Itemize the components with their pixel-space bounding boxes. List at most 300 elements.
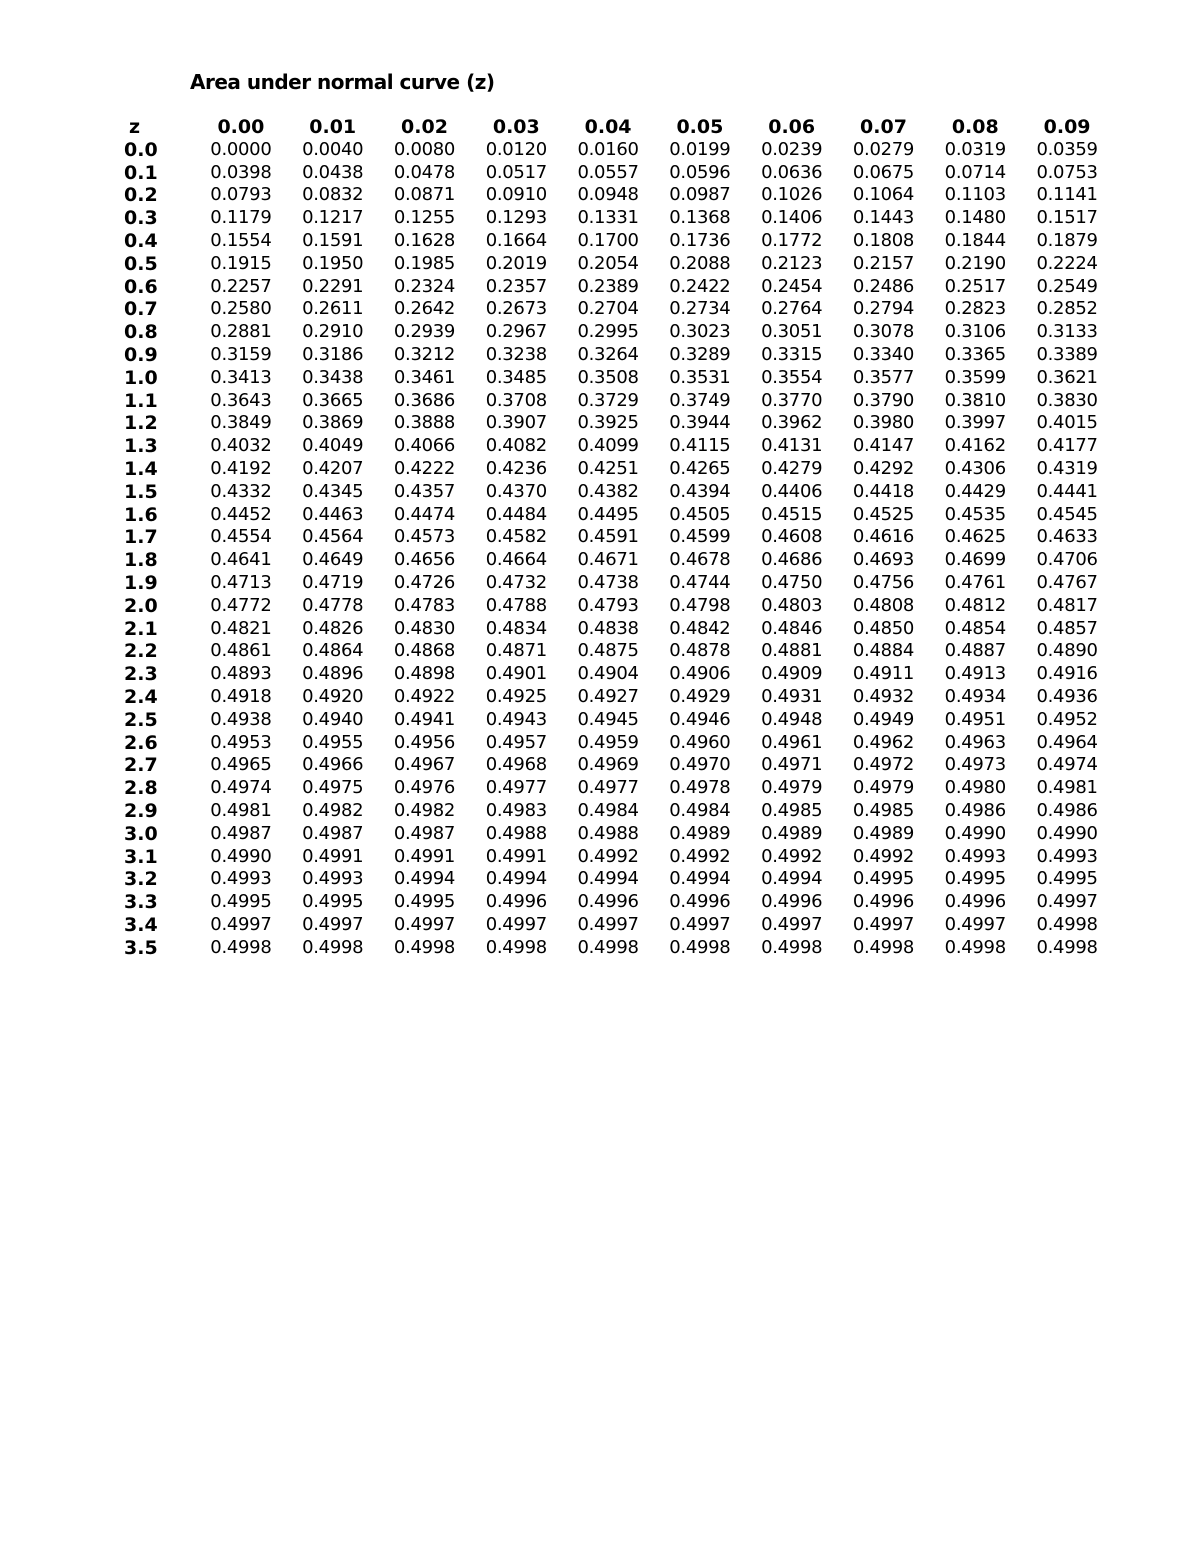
area-value-cell: 0.4911 (852, 663, 915, 685)
area-value-cell: 0.3264 (577, 343, 639, 365)
area-value-cell: 0.4279 (761, 457, 823, 479)
area-value-cell: 0.1026 (761, 184, 823, 206)
area-value-cell: 0.4641 (210, 549, 272, 571)
area-value-cell: 0.4994 (485, 868, 547, 890)
area-value-cell: 0.4207 (302, 457, 364, 479)
area-value-cell: 0.0359 (1036, 138, 1098, 160)
area-value-cell: 0.0080 (393, 138, 456, 160)
area-value-cell: 0.4979 (761, 777, 823, 799)
area-value-cell: 0.3849 (210, 412, 272, 434)
area-value-cell: 0.3944 (669, 412, 731, 434)
area-value-cell: 0.4925 (485, 685, 547, 707)
z-value-label: 1.0 (124, 366, 158, 389)
area-value-cell: 0.4983 (485, 799, 547, 821)
area-value-cell: 0.4991 (302, 845, 364, 867)
area-value-cell: 0.3133 (1036, 321, 1098, 343)
area-value-cell: 0.4732 (485, 571, 547, 593)
area-value-cell: 0.4177 (1036, 435, 1098, 457)
area-value-cell: 0.4909 (761, 663, 823, 685)
table-row (115, 549, 1113, 572)
area-value-cell: 0.4868 (393, 640, 456, 662)
area-value-cell: 0.3830 (1036, 389, 1098, 411)
area-value-cell: 0.3238 (485, 343, 547, 365)
area-value-cell: 0.4162 (944, 435, 1006, 457)
area-value-cell: 0.4793 (577, 594, 639, 616)
area-value-cell: 0.4984 (669, 799, 731, 821)
area-value-cell: 0.1517 (1036, 207, 1098, 229)
area-value-cell: 0.4744 (669, 571, 731, 593)
column-header: 0.07 (860, 116, 907, 138)
table-row (115, 823, 1113, 846)
table-row (115, 777, 1113, 800)
area-value-cell: 0.4904 (577, 663, 639, 685)
area-value-cell: 0.1293 (485, 207, 547, 229)
area-value-cell: 0.4995 (393, 891, 456, 913)
z-value-label: 3.5 (124, 936, 158, 959)
area-value-cell: 0.4887 (944, 640, 1006, 662)
area-value-cell: 0.4896 (302, 663, 364, 685)
area-value-cell: 0.4706 (1036, 549, 1098, 571)
area-value-cell: 0.2642 (393, 298, 456, 320)
area-value-cell: 0.3389 (1036, 343, 1098, 365)
area-value-cell: 0.4671 (577, 549, 639, 571)
area-value-cell: 0.4830 (393, 617, 456, 639)
area-value-cell: 0.4306 (944, 457, 1006, 479)
z-value-label: 1.9 (124, 571, 158, 594)
table-row (115, 709, 1113, 732)
z-value-label: 1.2 (124, 412, 158, 435)
z-value-label: 1.6 (124, 503, 158, 526)
area-value-cell: 0.3770 (761, 389, 823, 411)
area-value-cell: 0.4996 (761, 891, 823, 913)
area-value-cell: 0.2704 (577, 298, 639, 320)
table-row (115, 595, 1113, 618)
table-row (115, 481, 1113, 504)
z-value-label: 2.9 (124, 799, 158, 822)
area-value-cell: 0.4545 (1036, 503, 1098, 525)
area-value-cell: 0.1368 (669, 207, 731, 229)
area-value-cell: 0.2324 (393, 275, 456, 297)
area-value-cell: 0.2967 (485, 321, 547, 343)
area-value-cell: 0.4890 (1036, 640, 1098, 662)
area-value-cell: 0.2454 (761, 275, 823, 297)
table-row (115, 412, 1113, 435)
area-value-cell: 0.4678 (669, 549, 731, 571)
area-value-cell: 0.4222 (393, 457, 456, 479)
area-value-cell: 0.4864 (302, 640, 364, 662)
area-value-cell: 0.4834 (485, 617, 547, 639)
area-value-cell: 0.4993 (1036, 845, 1098, 867)
area-value-cell: 0.4998 (577, 936, 639, 958)
table-row (115, 390, 1113, 413)
area-value-cell: 0.4989 (761, 822, 823, 844)
area-value-cell: 0.4986 (1036, 799, 1098, 821)
z-value-label: 3.2 (124, 868, 158, 891)
z-value-label: 0.7 (124, 298, 158, 321)
column-header: 0.06 (768, 116, 816, 138)
area-value-cell: 0.4812 (944, 594, 1006, 616)
area-value-cell: 0.4986 (944, 799, 1006, 821)
area-value-cell: 0.4934 (944, 685, 1006, 707)
area-value-cell: 0.4969 (577, 754, 639, 776)
area-value-cell: 0.4332 (210, 480, 272, 502)
area-value-cell: 0.1179 (210, 207, 272, 229)
table-row (115, 504, 1113, 527)
z-value-label: 2.0 (124, 594, 158, 617)
area-value-cell: 0.4988 (485, 822, 547, 844)
area-value-cell: 0.0120 (485, 138, 547, 160)
area-value-cell: 0.4988 (577, 822, 639, 844)
area-value-cell: 0.4406 (761, 480, 823, 502)
area-value-cell: 0.4998 (302, 936, 364, 958)
area-value-cell: 0.4981 (1036, 777, 1098, 799)
area-value-cell: 0.4535 (944, 503, 1006, 525)
area-value-cell: 0.4861 (210, 640, 272, 662)
z-value-label: 2.2 (124, 640, 158, 663)
area-value-cell: 0.2517 (944, 275, 1006, 297)
area-value-cell: 0.4236 (485, 457, 547, 479)
area-value-cell: 0.0199 (669, 138, 731, 160)
z-value-label: 0.4 (124, 229, 158, 252)
area-value-cell: 0.0160 (577, 138, 639, 160)
z-value-label: 0.6 (124, 275, 158, 298)
page-title: Area under normal curve (z) (190, 70, 495, 94)
area-value-cell: 0.4996 (577, 891, 639, 913)
area-value-cell: 0.4525 (852, 503, 915, 525)
area-value-cell: 0.4987 (302, 822, 364, 844)
area-value-cell: 0.0398 (210, 161, 272, 183)
area-value-cell: 0.0000 (210, 138, 272, 160)
column-header: 0.00 (217, 116, 265, 138)
table-body (115, 139, 1113, 960)
area-value-cell: 0.4945 (577, 708, 639, 730)
table-row (115, 618, 1113, 641)
area-value-cell: 0.4857 (1036, 617, 1098, 639)
area-value-cell: 0.4920 (302, 685, 364, 707)
header-row (115, 116, 1113, 139)
table-row (115, 914, 1113, 937)
table-row (115, 162, 1113, 185)
area-value-cell: 0.4591 (577, 526, 639, 548)
area-value-cell: 0.4979 (852, 777, 915, 799)
table-row (115, 276, 1113, 299)
area-value-cell: 0.4998 (485, 936, 547, 958)
area-value-cell: 0.4429 (944, 480, 1006, 502)
area-value-cell: 0.2357 (485, 275, 547, 297)
area-value-cell: 0.4998 (944, 936, 1006, 958)
area-value-cell: 0.4977 (485, 777, 547, 799)
area-value-cell: 0.3159 (210, 343, 272, 365)
area-value-cell: 0.4974 (210, 777, 272, 799)
z-value-label: 2.3 (124, 663, 158, 686)
table-row (115, 321, 1113, 344)
area-value-cell: 0.4719 (302, 571, 364, 593)
table-row (115, 640, 1113, 663)
area-value-cell: 0.1255 (393, 207, 456, 229)
area-value-cell: 0.4974 (1036, 754, 1098, 776)
area-value-cell: 0.2764 (761, 298, 823, 320)
area-value-cell: 0.3888 (393, 412, 456, 434)
area-value-cell: 0.4959 (577, 731, 639, 753)
area-value-cell: 0.4994 (393, 868, 456, 890)
area-value-cell: 0.2291 (302, 275, 364, 297)
area-value-cell: 0.4976 (393, 777, 456, 799)
area-value-cell: 0.3869 (302, 412, 364, 434)
area-value-cell: 0.1443 (852, 207, 915, 229)
table-row (115, 367, 1113, 390)
z-value-label: 1.7 (124, 526, 158, 549)
column-header: 0.03 (492, 116, 540, 138)
area-value-cell: 0.4515 (761, 503, 823, 525)
area-value-cell: 0.0239 (761, 138, 823, 160)
area-value-cell: 0.4599 (669, 526, 731, 548)
area-value-cell: 0.4788 (485, 594, 547, 616)
z-value-label: 0.8 (124, 321, 158, 344)
area-value-cell: 0.4977 (577, 777, 639, 799)
area-value-cell: 0.4881 (761, 640, 823, 662)
area-value-cell: 0.4192 (210, 457, 272, 479)
area-value-cell: 0.1480 (944, 207, 1006, 229)
area-value-cell: 0.4948 (761, 708, 823, 730)
area-value-cell: 0.3577 (852, 366, 915, 388)
area-value-cell: 0.4996 (944, 891, 1006, 913)
area-value-cell: 0.4265 (669, 457, 731, 479)
area-value-cell: 0.4901 (485, 663, 547, 685)
area-value-cell: 0.4953 (210, 731, 272, 753)
area-value-cell: 0.3554 (761, 366, 823, 388)
area-value-cell: 0.4990 (1036, 822, 1098, 844)
area-value-cell: 0.4985 (852, 799, 915, 821)
area-value-cell: 0.4893 (210, 663, 272, 685)
area-value-cell: 0.4995 (210, 891, 272, 913)
table-row (115, 937, 1113, 960)
area-value-cell: 0.4761 (944, 571, 1006, 593)
area-value-cell: 0.4082 (485, 435, 547, 457)
area-value-cell: 0.4474 (393, 503, 456, 525)
area-value-cell: 0.4767 (1036, 571, 1098, 593)
z-value-label: 2.8 (124, 777, 158, 800)
area-value-cell: 0.4997 (577, 913, 639, 935)
area-value-cell: 0.4357 (393, 480, 456, 502)
column-header: 0.02 (401, 116, 448, 138)
area-value-cell: 0.4984 (577, 799, 639, 821)
area-value-cell: 0.1985 (393, 252, 456, 274)
area-value-cell: 0.0832 (302, 184, 364, 206)
area-value-cell: 0.4968 (485, 754, 547, 776)
area-value-cell: 0.4957 (485, 731, 547, 753)
area-value-cell: 0.1700 (577, 229, 639, 251)
area-value-cell: 0.4994 (761, 868, 823, 890)
area-value-cell: 0.3749 (669, 389, 731, 411)
area-value-cell: 0.4441 (1036, 480, 1098, 502)
area-value-cell: 0.3485 (485, 366, 547, 388)
area-value-cell: 0.4927 (577, 685, 639, 707)
area-value-cell: 0.2939 (393, 321, 456, 343)
area-value-cell: 0.1664 (485, 229, 547, 251)
area-value-cell: 0.4997 (761, 913, 823, 935)
area-value-cell: 0.4808 (852, 594, 915, 616)
column-header: 0.05 (676, 116, 724, 138)
area-value-cell: 0.4970 (669, 754, 731, 776)
area-value-cell: 0.4649 (302, 549, 364, 571)
table-row (115, 732, 1113, 755)
area-value-cell: 0.4842 (669, 617, 731, 639)
table-row (115, 891, 1113, 914)
area-value-cell: 0.4871 (485, 640, 547, 662)
table-row (115, 846, 1113, 869)
area-value-cell: 0.1331 (577, 207, 639, 229)
area-value-cell: 0.4147 (852, 435, 915, 457)
area-value-cell: 0.4998 (393, 936, 456, 958)
area-value-cell: 0.0319 (944, 138, 1006, 160)
area-value-cell: 0.4884 (852, 640, 915, 662)
area-value-cell: 0.4975 (302, 777, 364, 799)
area-value-cell: 0.4952 (1036, 708, 1098, 730)
area-value-cell: 0.4993 (944, 845, 1006, 867)
area-value-cell: 0.4099 (577, 435, 639, 457)
area-value-cell: 0.4992 (761, 845, 823, 867)
area-value-cell: 0.4015 (1036, 412, 1098, 434)
area-value-cell: 0.4967 (393, 754, 456, 776)
area-value-cell: 0.4582 (485, 526, 547, 548)
area-value-cell: 0.2224 (1036, 252, 1098, 274)
area-value-cell: 0.4554 (210, 526, 272, 548)
area-value-cell: 0.4817 (1036, 594, 1098, 616)
area-value-cell: 0.4898 (393, 663, 456, 685)
area-value-cell: 0.3925 (577, 412, 639, 434)
area-value-cell: 0.0714 (944, 161, 1006, 183)
area-value-cell: 0.4949 (852, 708, 915, 730)
area-value-cell: 0.1217 (302, 207, 364, 229)
area-value-cell: 0.4996 (852, 891, 915, 913)
z-value-label: 0.1 (124, 161, 158, 184)
area-value-cell: 0.4996 (669, 891, 731, 913)
area-value-cell: 0.1808 (852, 229, 915, 251)
area-value-cell: 0.0793 (210, 184, 272, 206)
area-value-cell: 0.4997 (210, 913, 272, 935)
area-value-cell: 0.4992 (669, 845, 731, 867)
column-header: 0.08 (951, 116, 999, 138)
area-value-cell: 0.4750 (761, 571, 823, 593)
area-value-cell: 0.4978 (669, 777, 731, 799)
area-value-cell: 0.4992 (577, 845, 639, 867)
area-value-cell: 0.0517 (485, 161, 547, 183)
area-value-cell: 0.3508 (577, 366, 639, 388)
area-value-cell: 0.2157 (852, 252, 915, 274)
area-value-cell: 0.4998 (669, 936, 731, 958)
area-value-cell: 0.4772 (210, 594, 272, 616)
area-value-cell: 0.1879 (1036, 229, 1098, 251)
area-value-cell: 0.4418 (852, 480, 915, 502)
area-value-cell: 0.4916 (1036, 663, 1098, 685)
area-value-cell: 0.4998 (852, 936, 915, 958)
area-value-cell: 0.1103 (944, 184, 1006, 206)
z-value-label: 0.0 (124, 138, 158, 161)
area-value-cell: 0.0478 (393, 161, 456, 183)
area-value-cell: 0.4854 (944, 617, 1006, 639)
area-value-cell: 0.0753 (1036, 161, 1098, 183)
area-value-cell: 0.3186 (302, 343, 364, 365)
area-value-cell: 0.4962 (852, 731, 915, 753)
area-value-cell: 0.2611 (302, 298, 364, 320)
area-value-cell: 0.4996 (485, 891, 547, 913)
area-value-cell: 0.3708 (485, 389, 547, 411)
table-row (115, 435, 1113, 458)
area-value-cell: 0.4505 (669, 503, 731, 525)
z-value-label: 1.5 (124, 480, 158, 503)
area-value-cell: 0.4992 (852, 845, 915, 867)
area-value-cell: 0.3289 (669, 343, 731, 365)
area-value-cell: 0.3106 (944, 321, 1006, 343)
area-value-cell: 0.2734 (669, 298, 731, 320)
area-value-cell: 0.4961 (761, 731, 823, 753)
area-value-cell: 0.4990 (944, 822, 1006, 844)
area-value-cell: 0.4738 (577, 571, 639, 593)
area-value-cell: 0.4982 (393, 799, 456, 821)
area-value-cell: 0.4686 (761, 549, 823, 571)
area-value-cell: 0.4995 (852, 868, 915, 890)
area-value-cell: 0.2422 (669, 275, 731, 297)
area-value-cell: 0.0987 (669, 184, 731, 206)
area-value-cell: 0.4987 (393, 822, 456, 844)
area-value-cell: 0.4994 (577, 868, 639, 890)
area-value-cell: 0.4798 (669, 594, 731, 616)
area-value-cell: 0.4564 (302, 526, 364, 548)
table-row (115, 184, 1113, 207)
area-value-cell: 0.4989 (852, 822, 915, 844)
area-value-cell: 0.4821 (210, 617, 272, 639)
table-row (115, 207, 1113, 230)
area-value-cell: 0.4998 (1036, 936, 1098, 958)
area-value-cell: 0.4484 (485, 503, 547, 525)
z-value-label: 0.2 (124, 184, 158, 207)
area-value-cell: 0.3621 (1036, 366, 1098, 388)
area-value-cell: 0.4850 (852, 617, 915, 639)
area-value-cell: 0.1064 (852, 184, 915, 206)
area-value-cell: 0.3340 (852, 343, 915, 365)
area-value-cell: 0.4964 (1036, 731, 1098, 753)
area-value-cell: 0.1772 (761, 229, 823, 251)
area-value-cell: 0.4981 (210, 799, 272, 821)
area-value-cell: 0.3907 (485, 412, 547, 434)
area-value-cell: 0.1950 (302, 252, 364, 274)
area-value-cell: 0.4726 (393, 571, 456, 593)
area-value-cell: 0.4966 (302, 754, 364, 776)
column-header: 0.09 (1043, 116, 1091, 138)
area-value-cell: 0.4693 (852, 549, 915, 571)
area-value-cell: 0.2190 (944, 252, 1006, 274)
area-value-cell: 0.4994 (669, 868, 731, 890)
area-value-cell: 0.0438 (302, 161, 364, 183)
z-value-label: 2.6 (124, 731, 158, 754)
table-row (115, 230, 1113, 253)
area-value-cell: 0.3531 (669, 366, 731, 388)
area-value-cell: 0.2673 (485, 298, 547, 320)
area-value-cell: 0.4778 (302, 594, 364, 616)
area-value-cell: 0.0636 (761, 161, 823, 183)
area-value-cell: 0.2794 (852, 298, 915, 320)
column-header: 0.04 (584, 116, 632, 138)
area-value-cell: 0.4370 (485, 480, 547, 502)
area-value-cell: 0.4956 (393, 731, 456, 753)
z-column-header: z (129, 116, 141, 138)
area-value-cell: 0.4656 (393, 549, 456, 571)
area-value-cell: 0.4625 (944, 526, 1006, 548)
z-table (115, 116, 1113, 959)
table-row (115, 686, 1113, 709)
area-value-cell: 0.3962 (761, 412, 823, 434)
area-value-cell: 0.4394 (669, 480, 731, 502)
